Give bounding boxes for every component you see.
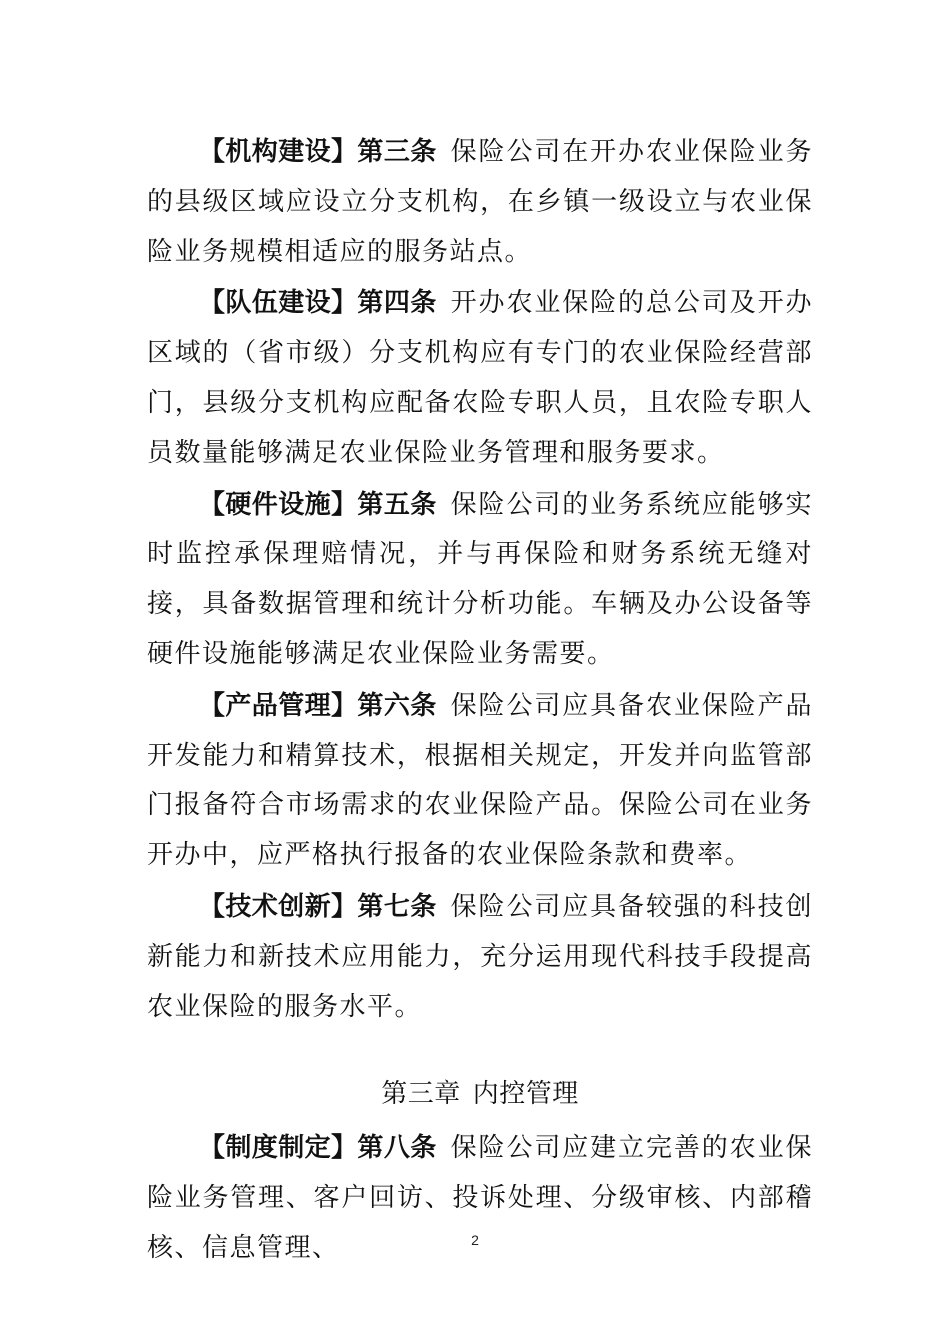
article-number: 第三条 — [357, 137, 437, 167]
article-text: 保险公司应建立完善的农业保险业务管理、客户回访、投诉处理、分级审核、内部稽核、信息管理、 — [147, 1133, 813, 1263]
article-tag: 【技术创新】 — [199, 891, 358, 922]
document-body — [147, 128, 813, 1276]
article-number: 第四条 — [357, 288, 437, 319]
article-tag: 【硬件设施】 — [199, 489, 358, 520]
article-number: 第八条 — [357, 1133, 437, 1164]
article-number: 第七条 — [357, 891, 437, 922]
article-tag: 【机构建设】 — [199, 137, 358, 167]
article-tag: 【产品管理】 — [199, 690, 358, 721]
article-text: 保险公司在开办农业保险业务的县级区域应设立分支机构，在乡镇一级设立与农业保险业务规模相适应的服务站点。 — [147, 137, 813, 267]
article-8-paragraph — [147, 1124, 813, 1273]
article-text: 开办农业保险的总公司及开办区域的（省市级）分支机构应有专门的农业保险经营部门，县级分支机构应配备农险专职人员，且农险专职人员数量能够满足农业保险业务管理和服务要求。 — [147, 288, 813, 468]
article-text: 保险公司应具备较强的科技创新能力和新技术应用能力，充分运用现代科技手段提高农业保险的服务水平。 — [147, 891, 813, 1022]
page-number: 2 — [471, 1232, 479, 1248]
article-text: 保险公司应具备农业保险产品开发能力和精算技术，根据相关规定，开发并向监管部门报备符合市场需求的农业保险产品。保险公司在业务开办中，应严格执行报备的农业保险条款和费率。 — [147, 690, 813, 871]
article-3-paragraph — [147, 128, 813, 277]
article-number: 第五条 — [357, 489, 437, 520]
article-5-paragraph — [147, 481, 813, 680]
article-4-paragraph — [147, 279, 813, 478]
chapter-number: 第三章 — [381, 1079, 461, 1110]
chapter-heading — [147, 1070, 813, 1118]
article-tag: 【制度制定】 — [199, 1133, 358, 1164]
article-text: 保险公司的业务系统应能够实时监控承保理赔情况，并与再保险和财务系统无缝对接，具备数据管理和统计分析功能。车辆及办公设备等硬件设施能够满足农业保险业务需要。 — [147, 489, 813, 669]
article-tag: 【队伍建设】 — [199, 288, 358, 319]
article-7-paragraph — [147, 883, 813, 1032]
chapter-title: 内控管理 — [472, 1079, 579, 1110]
article-6-paragraph — [147, 682, 813, 881]
article-number: 第六条 — [357, 690, 437, 721]
